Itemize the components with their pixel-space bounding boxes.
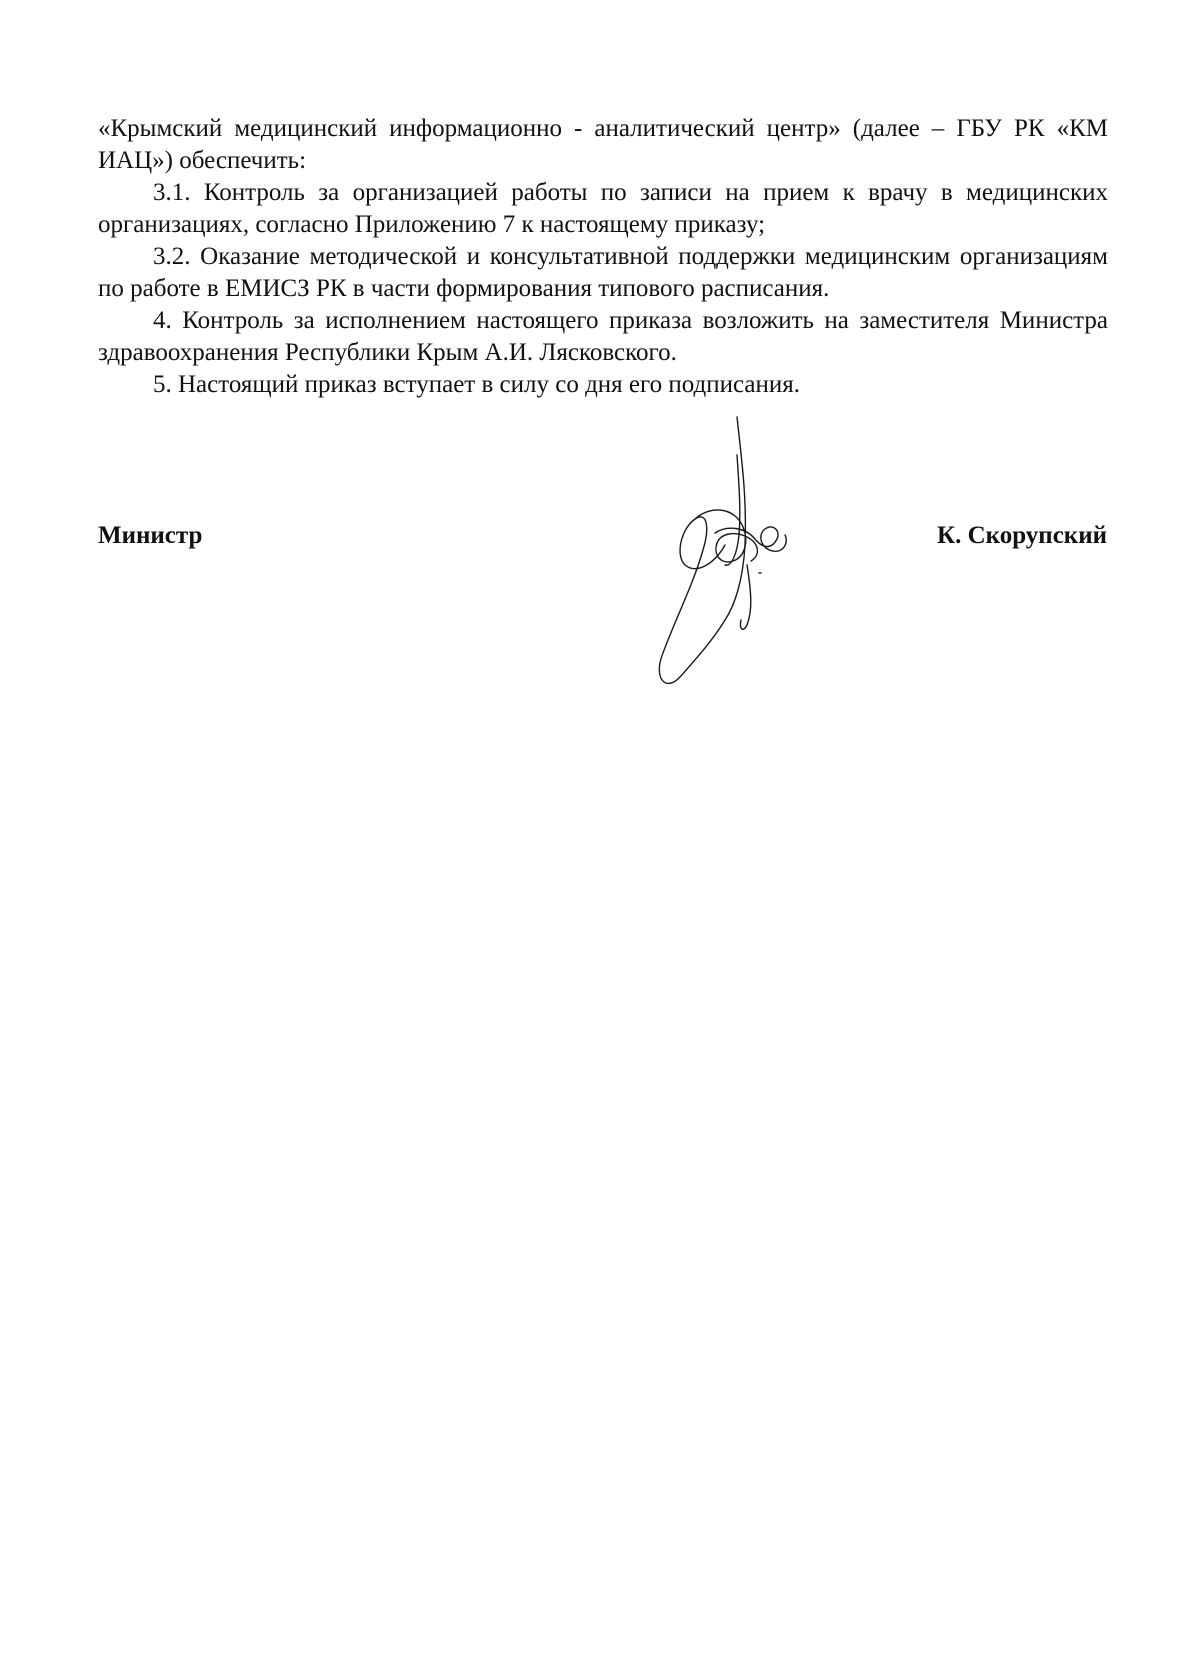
paragraph-3-1: 3.1. Контроль за организацией работы по записи на прием к врачу в медицинских организациях, согласно Приложению 7 к настоящему приказу; [98,179,1108,238]
document-body [98,113,1108,401]
handwritten-signature [655,415,825,715]
signatory-name: К. Скорупский [936,522,1107,549]
paragraph-3-2: 3.2. Оказание методической и консультативной поддержки медицинским организациям по работе в ЕМИСЗ РК в части формирования типового расписания. [98,243,1108,302]
paragraph-continuation: «Крымский медицинский информационно - аналитический центр» (далее – ГБУ РК «КМ ИАЦ») обеспечить: [98,115,1108,174]
paragraph-5: 5. Настоящий приказ вступает в силу со дня его подписания. [153,371,801,398]
signatory-title: Министр [98,522,203,549]
paragraph-4: 4. Контроль за исполнением настоящего приказа возложить на заместителя Министра здравоохранения Республики Крым А.И. Лясковского. [98,307,1108,366]
